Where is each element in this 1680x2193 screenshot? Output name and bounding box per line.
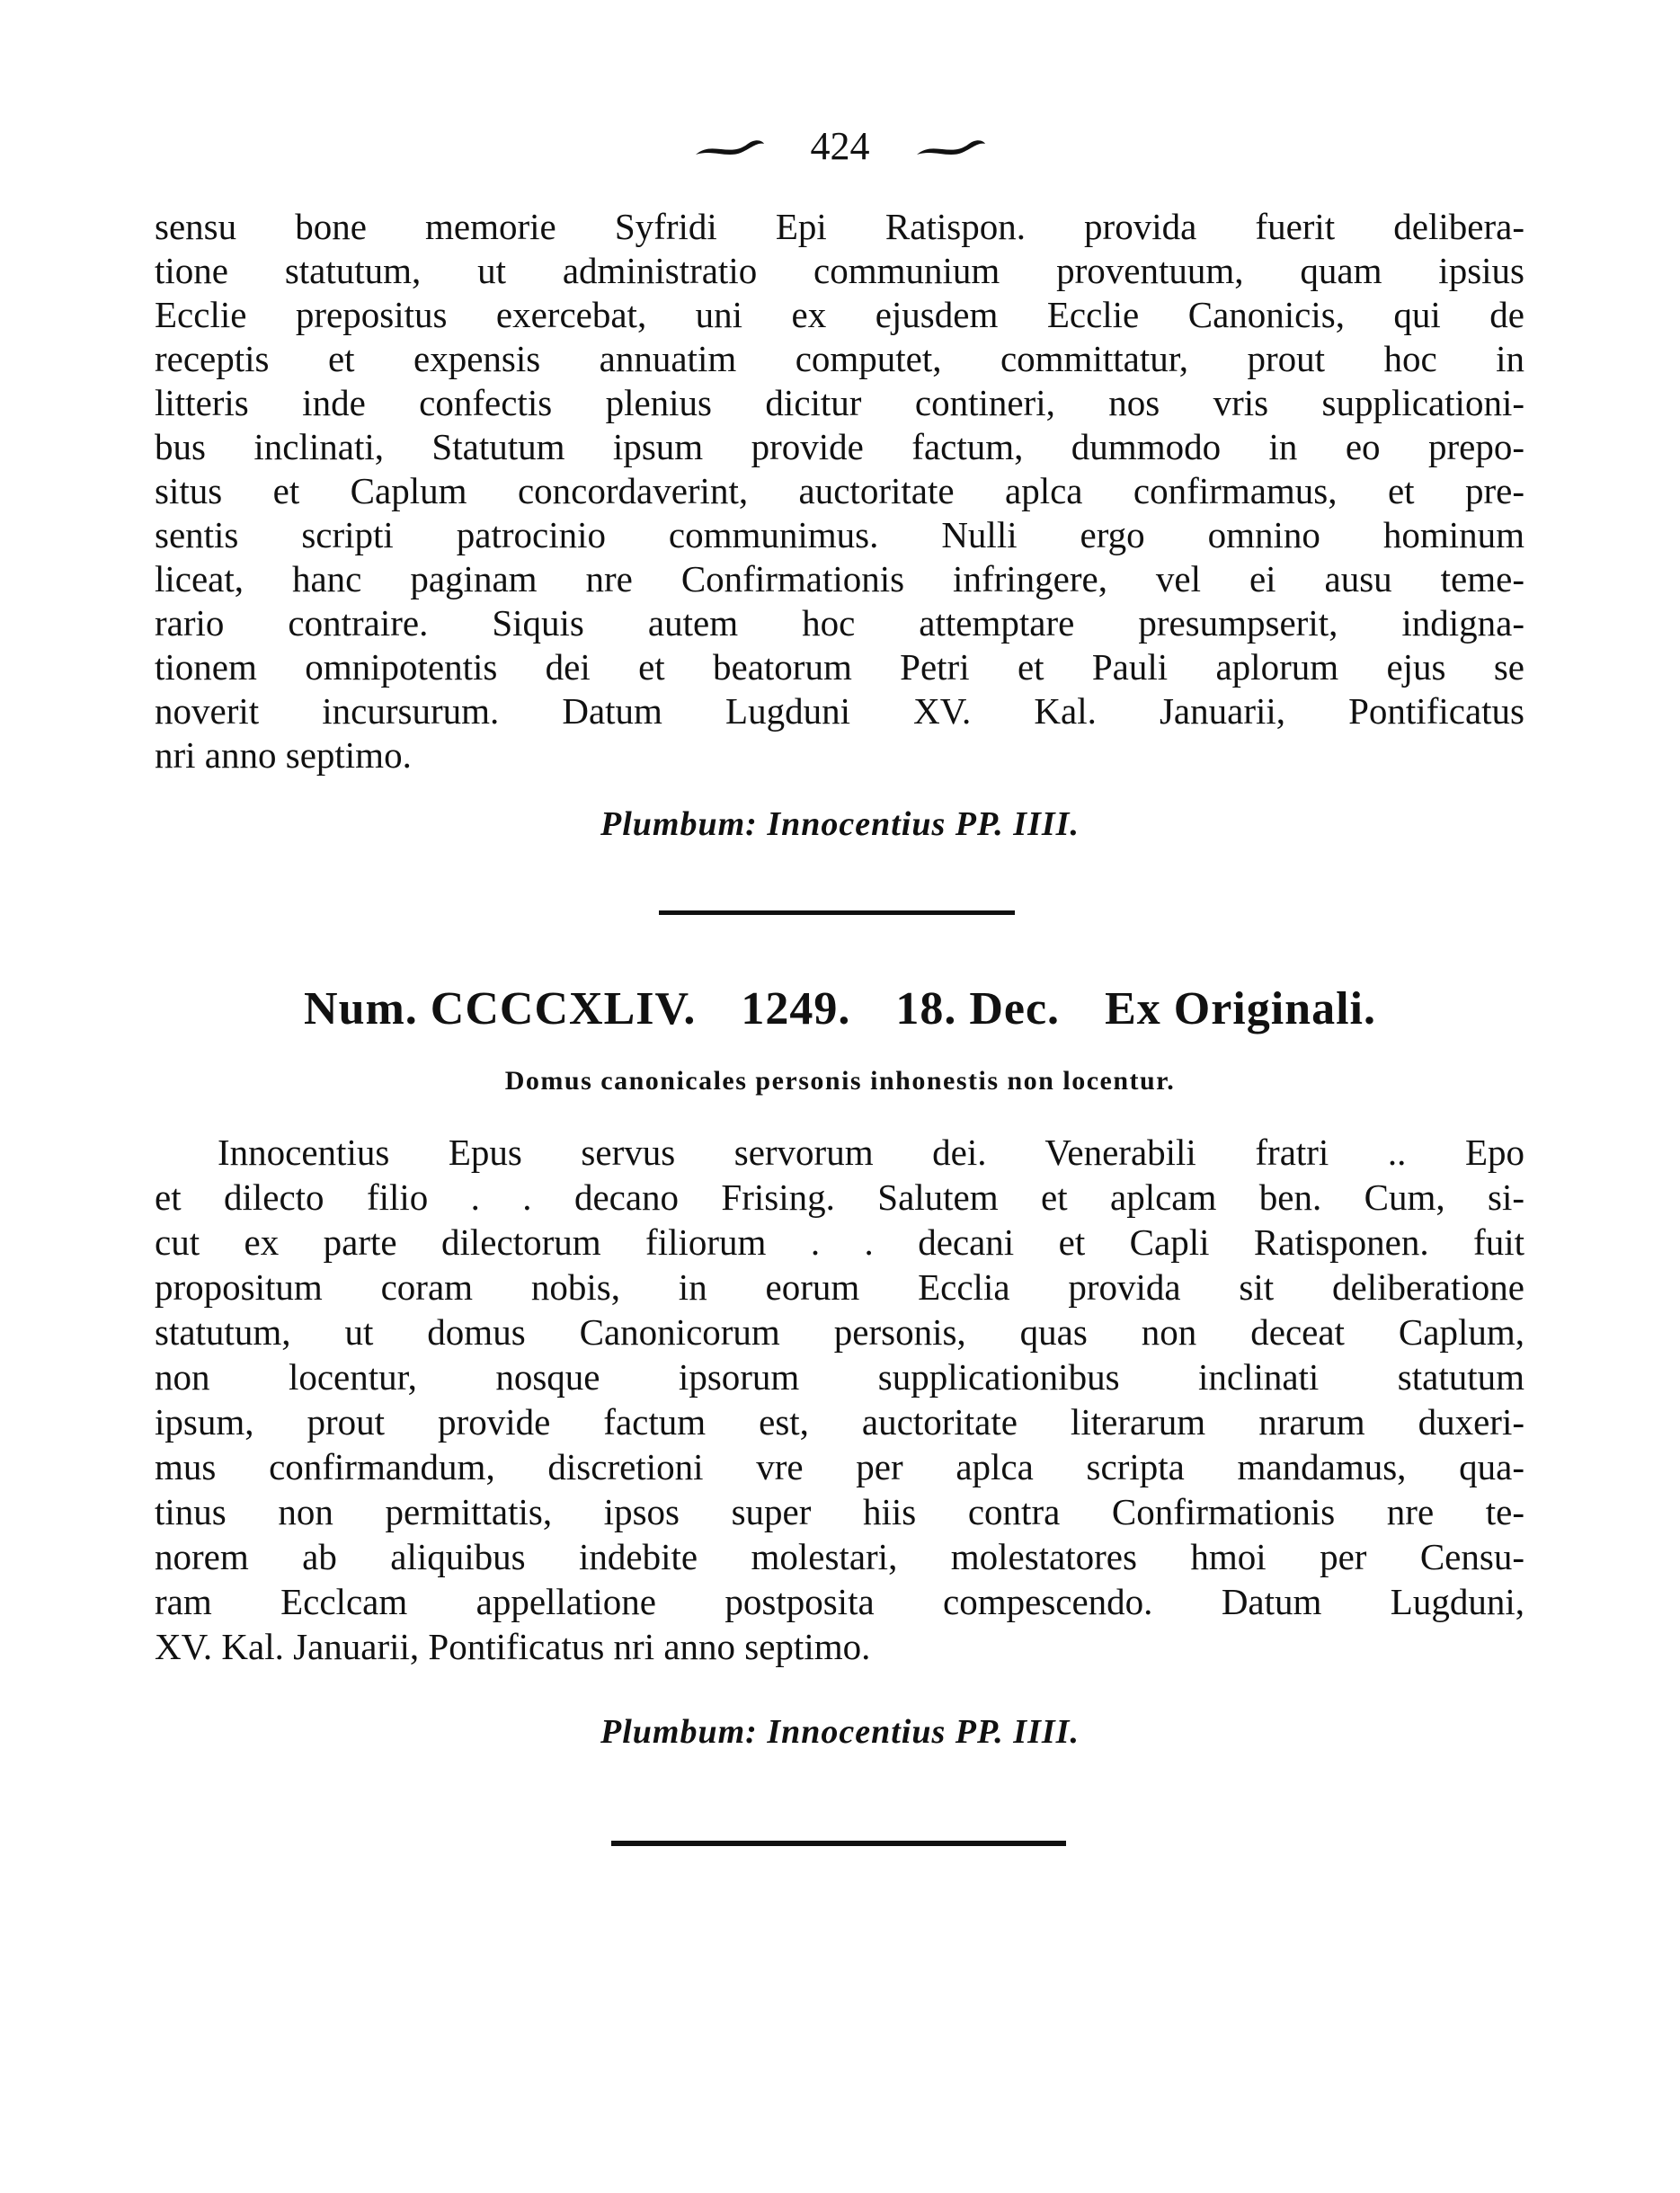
text-line: tinus non permittatis, ipsos super hiis contra Confirmationis nre te- <box>155 1491 1524 1532</box>
text-line: tione statutum, ut administratio communium proventuum, quam ipsius <box>155 250 1524 291</box>
text-line: norem ab aliquibus indebite molestari, molestatores hmoi per Censu- <box>155 1536 1524 1577</box>
section-divider <box>611 1841 1066 1846</box>
text-line: sensu bone memorie Syfridi Epi Ratispon. provida fuerit delibera- <box>155 206 1524 247</box>
text-line: ipsum, prout provide factum est, auctoritate literarum nrarum duxeri- <box>155 1401 1524 1443</box>
text-line: tionem omnipotentis dei et beatorum Petri et Pauli aplorum ejus se <box>155 646 1524 688</box>
charter-text <box>155 1131 1524 1670</box>
text-line: mus confirmandum, discretioni vre per aplca scripta mandamus, qua- <box>155 1446 1524 1487</box>
text-line: rario contraire. Siquis autem hoc attemptare presumpserit, indigna- <box>155 602 1524 644</box>
continued-charter-text <box>155 205 1524 777</box>
document-number: Num. CCCCXLIV. <box>304 983 697 1034</box>
document-year: 1249. <box>741 983 851 1034</box>
document-heading <box>0 982 1680 1035</box>
page-header <box>0 117 1680 173</box>
text-line: bus inclinati, Statutum ipsum provide factum, dummodo in eo prepo- <box>155 426 1524 467</box>
text-line: liceat, hanc paginam nre Confirmationis infringere, vel ei ausu teme- <box>155 558 1524 599</box>
text-line: XV. Kal. Januarii, Pontificatus nri anno septimo. <box>155 1626 871 1667</box>
page-number: 424 <box>810 123 870 168</box>
text-line: Ecclie prepositus exercebat, uni ex ejusdem Ecclie Canonicis, qui de <box>155 294 1524 335</box>
text-line: situs et Caplum concordaverint, auctoritate aplca confirmamus, et pre- <box>155 470 1524 511</box>
text-line: ram Ecclcam appellatione postposita compescendo. Datum Lugduni, <box>155 1581 1524 1622</box>
seal-note: Plumbum: Innocentius PP. IIII. <box>600 805 1080 843</box>
text-line: statutum, ut domus Canonicorum personis, quas non deceat Caplum, <box>155 1311 1524 1353</box>
seal-note: Plumbum: Innocentius PP. IIII. <box>600 1713 1080 1751</box>
text-line: propositum coram nobis, in eorum Ecclia provida sit deliberatione <box>155 1266 1524 1308</box>
document-date: 18. Dec. <box>895 983 1061 1034</box>
text-line: nri anno septimo. <box>155 734 412 776</box>
section-divider <box>659 910 1015 915</box>
document-source: Ex Originali. <box>1105 983 1376 1034</box>
text-line: noverit incursurum. Datum Lugduni XV. Kal. Januarii, Pontificatus <box>155 690 1524 732</box>
text-line: receptis et expensis annuatim computet, committatur, prout hoc in <box>155 338 1524 379</box>
left-flourish-ornament <box>694 133 766 160</box>
document-summary: Domus canonicales personis inhonestis non locentur. <box>504 1066 1176 1096</box>
text-line: Innocentius Epus servus servorum dei. Venerabili fratri .. Epo <box>218 1132 1524 1173</box>
right-flourish-ornament <box>915 133 987 160</box>
text-line: sentis scripti patrocinio communimus. Nulli ergo omnino hominum <box>155 514 1524 555</box>
text-line: non locentur, nosque ipsorum supplicationibus inclinati statutum <box>155 1356 1524 1398</box>
text-line: et dilecto filio . . decano Frising. Salutem et aplcam ben. Cum, si- <box>155 1176 1524 1218</box>
text-line: cut ex parte dilectorum filiorum . . decani et Capli Ratisponen. fuit <box>155 1221 1524 1263</box>
text-line: litteris inde confectis plenius dicitur contineri, nos vris supplicationi- <box>155 382 1524 423</box>
